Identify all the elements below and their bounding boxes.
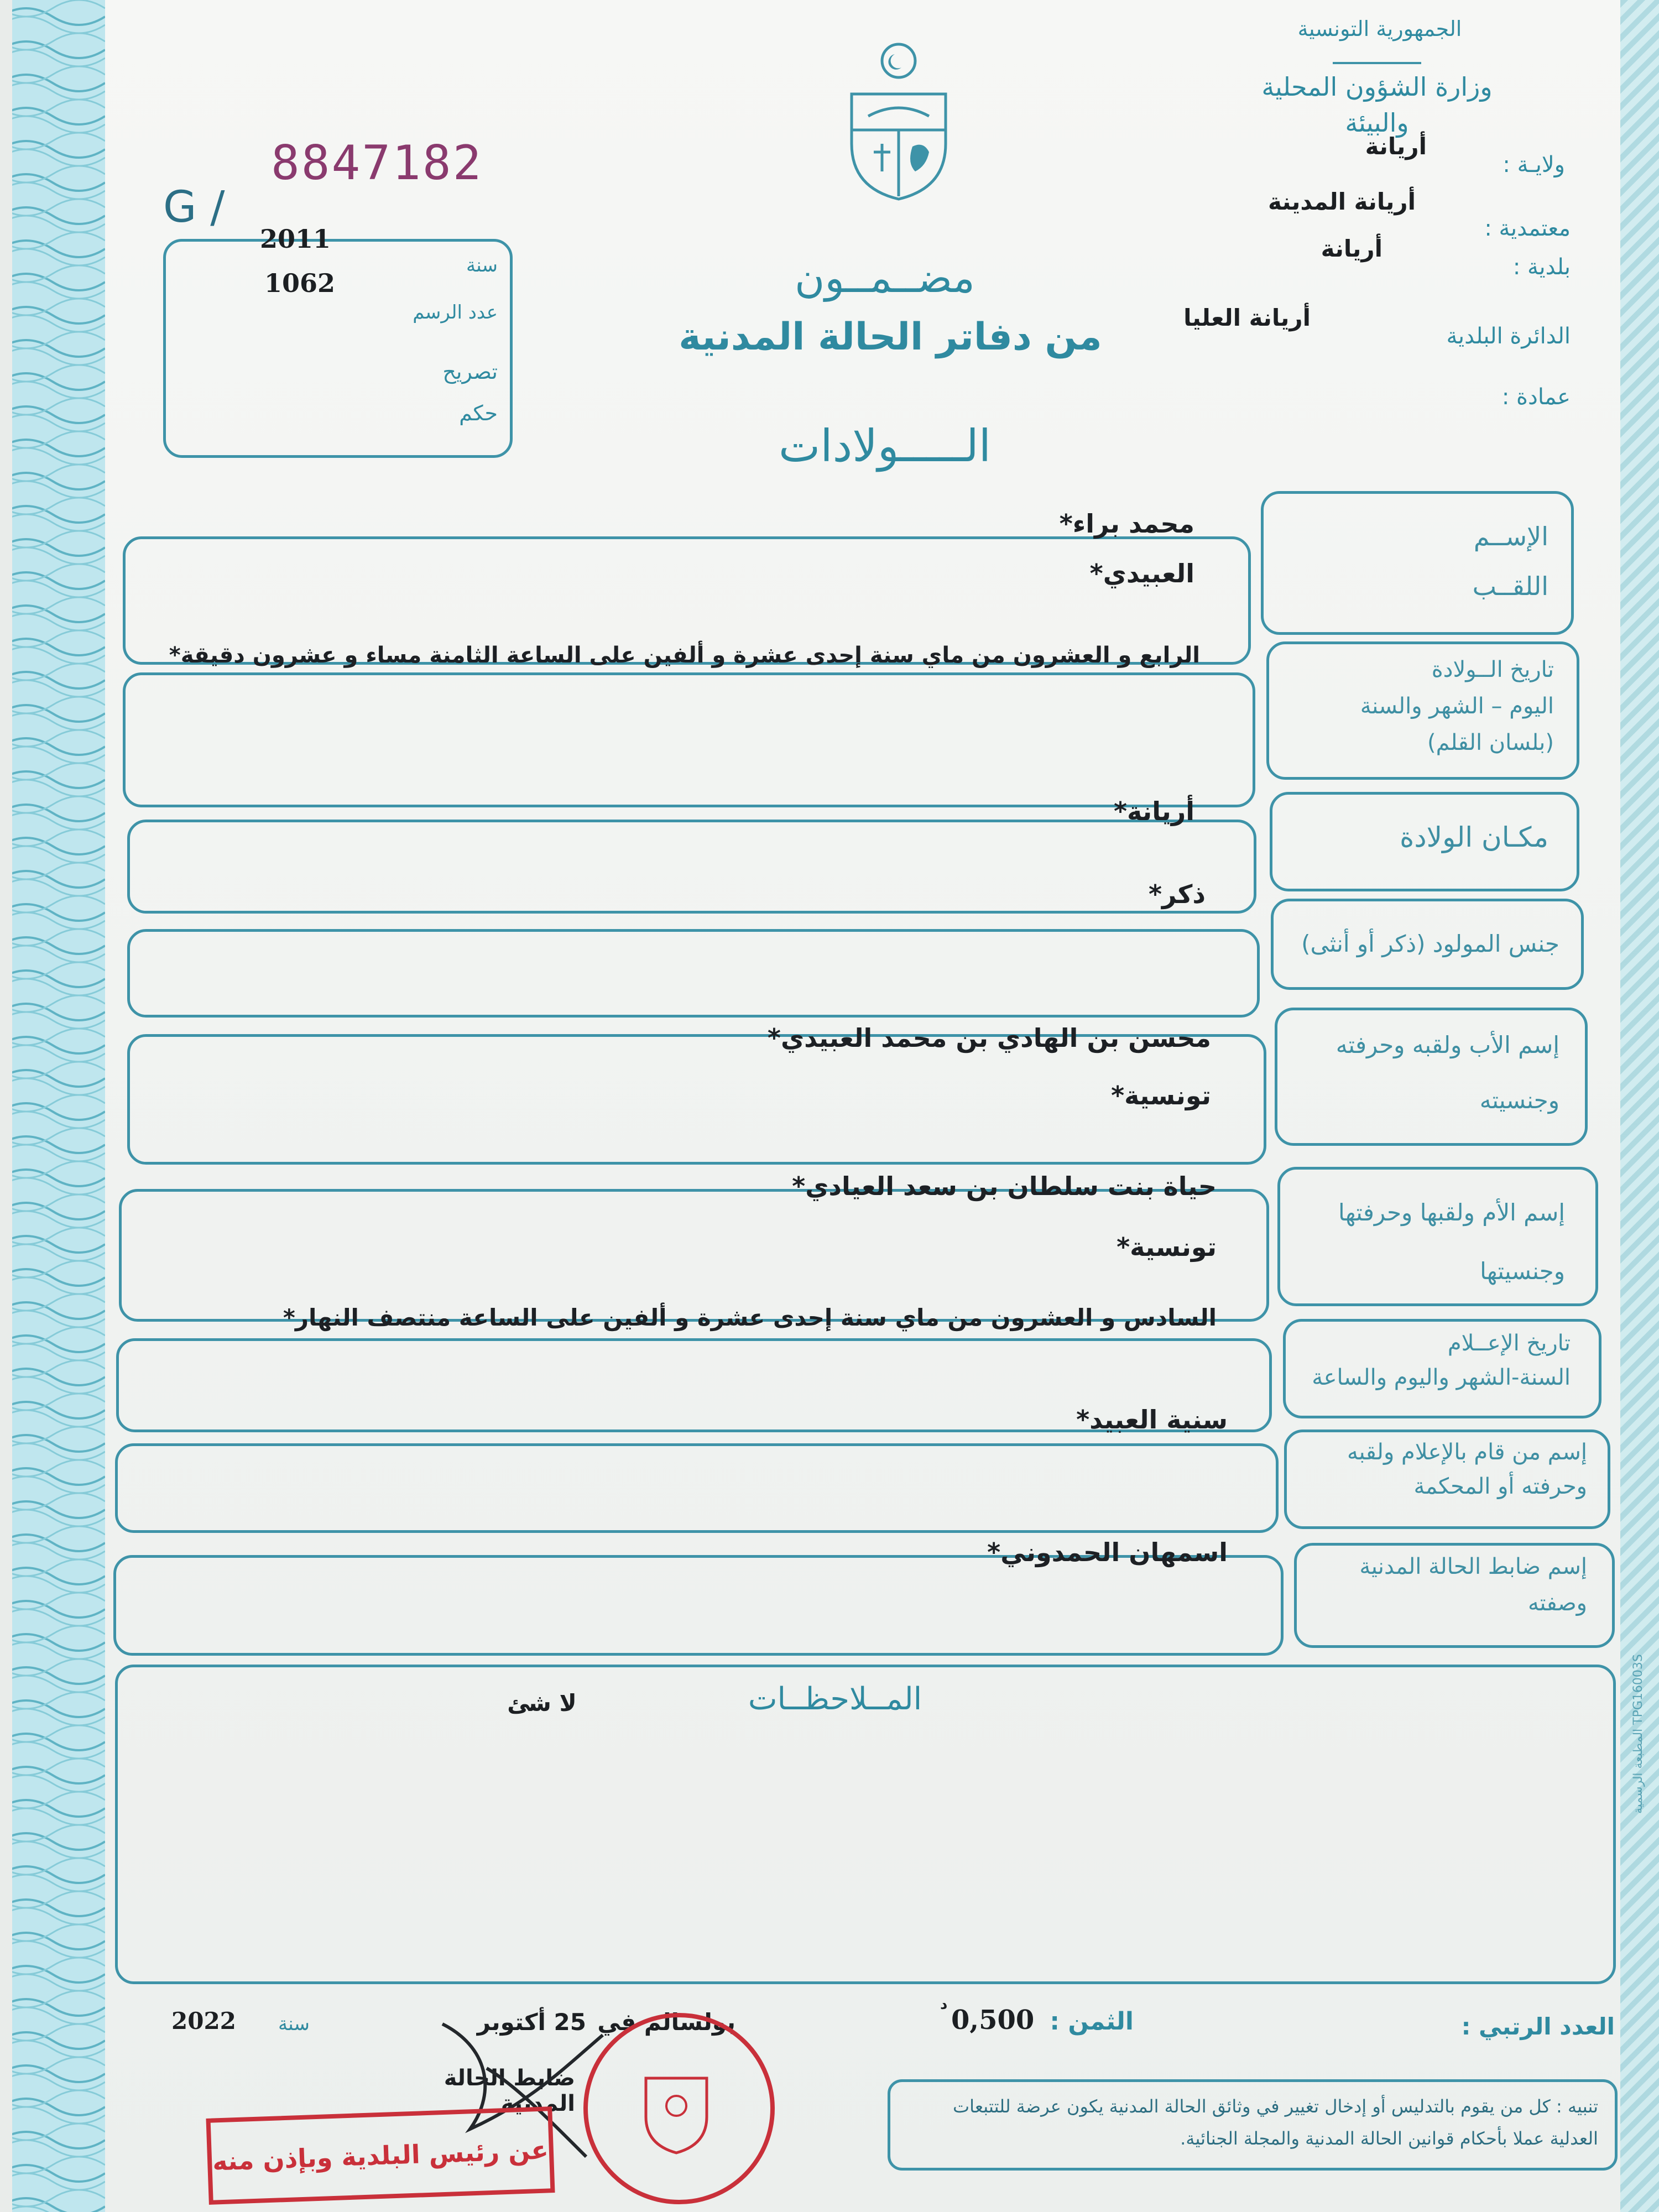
registry-year-value: 2011 — [260, 224, 331, 254]
republic-title: الجمهورية التونسية — [1297, 17, 1462, 41]
title-line1: مضــمــون — [795, 254, 975, 302]
district-value: أريانة العليا — [1183, 304, 1311, 331]
field-label-birth-date: تاريخ الــولادة اليوم – الشهر والسنة (بلسان القلم) — [1360, 657, 1554, 755]
stamp-emblem-icon — [638, 2067, 715, 2156]
field-label-declarant: إسم من قام بالإعلام ولقبه وحرفته أو المحكمة — [1347, 1439, 1587, 1499]
field-label-sex: جنس المولود (ذكر أو أنثى) — [1301, 930, 1559, 957]
delegation-value: أريانة المدينة — [1268, 188, 1416, 215]
district-label: الدائرة البلدية — [1446, 324, 1571, 349]
registry-year-label: سنة — [466, 254, 498, 276]
officer-signature-label: ضابط الحالة المدنية — [444, 2065, 575, 2116]
issued-text: بولسالم في — [597, 2008, 735, 2036]
field-value-father: محسن بن الهادي بن محمد العبيدي* تونسية* — [767, 1023, 1211, 1110]
serial-number-label: العدد الرتبي : — [1461, 2013, 1615, 2040]
title-line2: من دفاتر الحالة المدنية — [679, 315, 1102, 359]
field-label-birth-place: مكـان الولادة — [1400, 821, 1548, 853]
field-value-declaration-date: السادس و العشرون من ماي سنة إحدى عشرة و ألفين على الساعة منتصف النهار* — [283, 1304, 1217, 1331]
field-value-officer: اسمهان الحمدوني* — [987, 1537, 1228, 1567]
state-label: ولايـة : — [1503, 152, 1565, 178]
round-stamp — [583, 2013, 775, 2204]
registry-judgment-label: حكم — [459, 401, 498, 425]
price-unit: د — [940, 1996, 948, 2013]
ministry-line2: والبيئة — [1345, 108, 1409, 138]
guilloche-border-right — [1620, 0, 1659, 2212]
year-label: سنة — [278, 2013, 310, 2035]
municipality-value: أريانة — [1321, 235, 1383, 262]
price-value: 0,500 — [951, 2005, 1035, 2036]
serial-prefix: G / — [163, 182, 225, 232]
field-label-name: الإســم اللقــب — [1472, 521, 1548, 601]
rectangular-stamp — [206, 2106, 555, 2205]
omda-label: عمادة : — [1501, 384, 1571, 410]
issued-day-month: 25 أكتوبر — [477, 2008, 586, 2036]
year-value: 2022 — [171, 2007, 236, 2034]
field-value-birth-place: أريانة* — [1113, 796, 1194, 826]
serial-number: 8847182 — [271, 135, 483, 191]
field-label-officer: إسم ضابط الحالة المدنية وصفته — [1359, 1554, 1587, 1616]
field-value-birth-date: الرابع و العشرون من ماي سنة إحدى عشرة و ألفين على الساعة الثامنة مساء و عشرون دقيقة* — [169, 643, 1200, 668]
header-divider — [1333, 62, 1421, 64]
notice-text: تنبيه : كل من يقوم بالتدليس أو إدخال تغيير في وثائق الحالة المدنية يكون عرضة للتتبعات العدلية عملا بأحكام قوانين الحالة المدنية والمجلة الجنائية. — [952, 2096, 1598, 2149]
field-value-box — [115, 1443, 1279, 1533]
state-value: أريانة — [1365, 133, 1427, 160]
field-value-box — [113, 1555, 1284, 1656]
guilloche-border-left — [0, 0, 105, 2212]
section-title: الـــــولادات — [779, 420, 991, 472]
delegation-label: معتمدية : — [1484, 216, 1571, 241]
stamp-text: عن رئيس البلدية وبإذن منه — [212, 2135, 549, 2177]
field-value-box — [123, 672, 1255, 807]
registry-declaration-label: تصريح — [442, 359, 498, 384]
price-label: الثمن : — [1050, 2007, 1134, 2036]
tunisia-coat-of-arms-icon — [835, 33, 962, 205]
field-value-mother: حياة بنت سلطان بن سعد العيادي* تونسية* — [792, 1171, 1217, 1262]
print-code: المطبعة الرسمية TPG16003S — [1631, 1654, 1645, 1814]
ministry-line1: وزارة الشؤون المحلية — [1261, 72, 1493, 102]
field-label-mother: إسم الأم ولقبها وحرفتها وجنسيتها — [1338, 1199, 1565, 1285]
field-value-declarant: سنية العبيد* — [1076, 1405, 1228, 1434]
remarks-value: لا شئ — [507, 1689, 577, 1717]
field-value-name: محمد براء* العبيدي* — [1059, 509, 1194, 588]
field-value-box — [127, 929, 1260, 1018]
field-value-sex: ذكر* — [1148, 879, 1206, 909]
remarks-label: المــلاحظــات — [748, 1681, 922, 1717]
registry-number-value: 1062 — [264, 268, 336, 298]
field-label-declaration-date: تاريخ الإعــلام السنة-الشهر واليوم والساعة — [1312, 1331, 1571, 1390]
registry-number-label: عدد الرسم — [413, 301, 498, 324]
municipality-label: بلدية : — [1512, 254, 1571, 280]
field-label-father: إسم الأب ولقبه وحرفته وجنسيته — [1335, 1031, 1559, 1114]
